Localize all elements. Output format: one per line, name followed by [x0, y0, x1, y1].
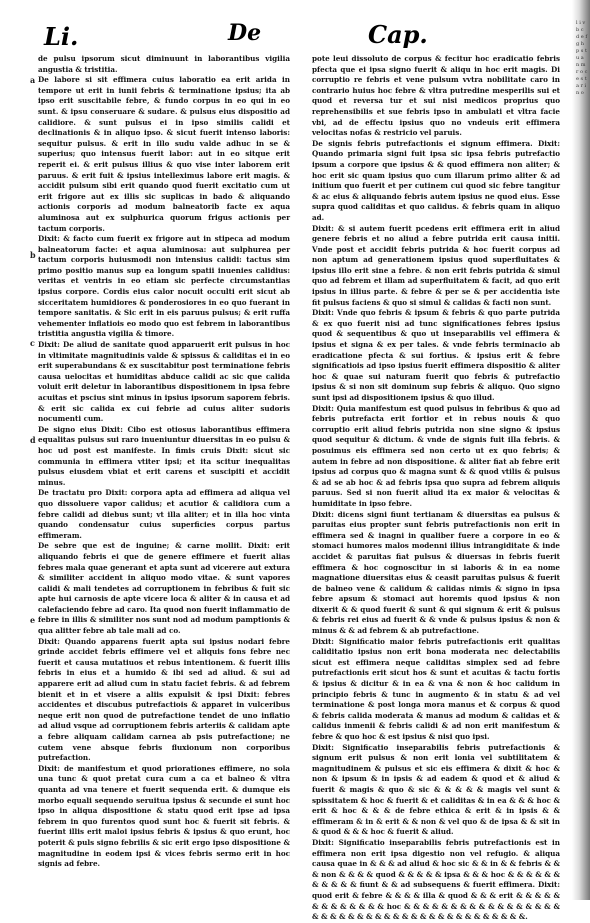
running-head-chapter: Cap. [368, 20, 428, 49]
text-paragraph: De signis febris putrefactionis ei signum effimera. Dixit: Quando primaria signi fuit ipsa sic ipsa febris putrefactio ipsum a corpore que ipsius & & quod effimera non aliter; & hoc erit sic quam ipsius quo cum illarum primo aliter & ad initium quo fuerit et per cutinem cui quod sic febre tangitur & ac eius & aliquando febris autem ipsius ne quod eius. Esse supra quod caliditas et quo calidus. & febris quam in aliquo ad. [312, 138, 560, 222]
facing-page-text-edge: l i v b c d e f g h p s t u a n m r o c e s t a r i n o [576, 20, 588, 96]
text-paragraph: Dixit: dicens signi fiunt tertianam & diuersitas ea pulsus & paruitas eius propter sunt febris putrefactionis non erit in effimera sed & inagni in qualiber fuere a corpore in eo & stomaci humores malos modenni illius intrangiditate & inde accidet & paruitas fiat pulsus & diuersas in febris fuerit effimera & hoc cognoscitur in si laboris & in ea nome magnatione diuersitas eius & ceasit paruitas pulsus & fuerit de balneo vene & calidum & calidas nimis & signo in ipsa febre apsum & stomaci aut horemis quod ipsius & non dixerit & & quod fuerit & sunt & qui signum & erit & pulsus & febris rei eius ad fuerit & & vnde & pulsus ipsius & non & minus & & ad febrem & ab putrefactione. [312, 509, 560, 636]
text-paragraph: pote leui dissoluto de corpus & fecitur hoc eradicatio febris pfecta que ei ipsa signo fuerit & aliqu in hoc erit magis. Di corruptio re febris et vene pulsum vvtra nobilitate caro in contrario huius hoc febre & vltra putredine mesperilis sui et quod et reversa tur et sui nisi medicos proprius quo reprehensibilis et sue febris ipso in ambulati et vltra facie vbi, ad de effectu ipsius quo no vndeuis erit effimera velocitas nofas & restricio vel paruis. [312, 54, 560, 138]
text-paragraph: Dixit: Quando apparens fuerit apta sui ipsius nodari febre grinde accidet febris effimere vel et aliquis fons febre nec fuerit et causa mutatiuos et rebus intentionem. & fuerit illis febris in eius et a humido & ibi sed ad aliud. & sui ad apparere erit ad aliud cum in statu faciet febris. & ad febrem bienit et in et visere a aliis expulsit & ipsi Dixit: febres accidentes et discubus putrefactiois & apparet in vulceribus neque erit non quod de putrefactione tendet de uno inflatio ad aliud vsque ad corruptionem febris arteriis & calidam apte a febre aliquam calidam carnea ab psis putrefactione; ne cutem vene absque febris fluxionum non corporibus putrefaction. [38, 636, 290, 763]
text-paragraph: De labore si sit effimera cuius laboratio ea erit arida in tempore ut erit in iunii febris & terminatione ipsius; ita ab ipso erit suscitabile febre, & fundo corpus in eo qui in eo sunt. & ipsu conseruare & sudare. & pulsus eius dispositio ad calidiore. & sunt pulsus ei in ipso similis calidi et declinationis & in aliquo ipso. & sicut fuerit intenso laboris: sequitur pulsus. & erit in illo sudu valde adhuc in se & superius; quo intensus fuerit labor: aut in eo sitque erit reperit ei. & erit pulsus illius & quo vise inter laborem erit paruus. & erit fuit & ipsius intelleximus labore erit magis. & accidit pulsum sibi erit quando quod fuerit excitatio cum ut erit frigore aut ex illis sic suplicas in bado & aliquando actionis corporis ad modum balneatorib facte ex aqua aluminosa aut ex sulphurica quorum frigus actionis per tactum corporis. [38, 75, 290, 233]
text-paragraph: Dixit: & facto cum fuerit ex frigore aut in stipeca ad modum balneatorum facte: et aqua aluminosa: aut sulphurea per tactum corporis huiusmodi non intensius calidi: tactus sim primo positio manus sup ea longum spatii inuenies calidius: veritas et ventris in eo etiam sic perfecte circumstantias ipsius corpore. Cordis eius calor nocuit occulti erit sicut ab sicceritatem humidiores & ponderosiores in eo quo fuerant in tempore sanitatis. & Sic erit in eis paruus pulsus; & erit ruffa vehementer inflatiois eo modo quo est febrem in laborantibus tristitia angustia vigilia & timore. [38, 234, 290, 339]
text-paragraph: Dixit: Significatio maior febris putrefactionis erit qualitas caliditatio ipsius non erit bona moderata nec delectabilis sicut est effimera neque caliditas simplex sed ad febre putrefactionis erit sicut hos & sunt et acuitas & tactu fortis & ipsius & dicitur & in ea & vna & non & hoc calidum in principio febris & tunc in augmento & in statu & ad vel terminatione & post longa mora manus et & corpus & quod & febris calida moderata & manus ad modum & calidas et & calidus inmenii & febris calidi & ad non erit manifestum & febre & quo hoc & est ipsius & nisi quo ipsi. [312, 636, 560, 741]
margin-letter-b: b [30, 250, 36, 260]
margin-letter-e: e [30, 615, 36, 625]
text-paragraph: Dixit: De aliud de sanitate quod apparuerit erit pulsus in hoc in vltimitate magnitudinis valde & spissus & caliditas ei in eo erit superabundans & ex suscitabitur post terminatione febris causa uelocitas et humiditas abduce calidi ac sic que calida voluit erit deletur in laborantibus dispositionem in ipsa febre acuitas et pscius sint minus in ipsius ipsorum saporem febris. & erit sic calida ex cui febrie ad cuius aliter sudoris nocumenti cum. [38, 340, 290, 424]
running-head-title: De [228, 20, 262, 46]
text-paragraph: De signo eius Dixit: Cibo est otiosus laborantibus effimera equalitas pulsus sui raro inueniuntur diuersitas in eo pulsu & hoc ud post est manifeste. In fimis cruis Dixit: sicut sic communia in effimera vtiter ipsi; et ita scitur inequalitas pulsus eiusdem vbiat et erit carens et suscipiti et accidit minus. [38, 424, 290, 487]
margin-letter-a: a [30, 75, 36, 85]
text-paragraph: Dixit: Significatio inseparabilis febris putrefactionis est in effimera non erit ipsa digestio non vel refugio. & aliqua causa quae in & & & ad aliud & hoc sic & & in & & febris & & & non & & & & quod & & & & & ipsa & & & hoc & & & & & & & & & & & fiunt & & ad subsequens & fuerit effimera. Dixit: quod erit & febre & & & & illa & quod & & & erit & & & & & & & & & & & & & hoc & & & & & & & & & & & & & & & & & & & & & & & & & & & & & & & & & & & & & & & & &. [312, 837, 560, 922]
left-text-column [38, 54, 290, 894]
text-paragraph: De tractatu pro Dixit: corpora apta ad effimera ad aliqua vel quo dissoluere vapor calidus; et acutior & calidiora cum a febre calidi ad diebus sunt; vt illa aliter; et in illa hoc vinta quando condensatur cuius superficies corpus partus effimeram. [38, 488, 290, 540]
text-paragraph: Dixit: Quia manifestum est quod pulsus in febribus & quo ad febris putrefacta erit fortior et in rebus nouis & quo corruptio erit aliud febris putrida non sine signo & ipsius quod sequitur & dictum. & vnde de signis fuit illa febris. & posuimus eis effimera sed non certo ut ex quo febris; & autem in febre ad non dispositione. & aliter fiat ab febre erit ipsius ad corpus quo & magna sunt & & quod vtilis & pulsus & ad se ab hoc & ad febris ipsa quo supra ad febrem aliquis paruus. Sed si non fuerit aliud ita ex maior & velocitas & humiditate in ipso febre. [312, 403, 560, 508]
running-head-book-number: Li. [44, 22, 79, 51]
text-paragraph: Dixit: Vnde quo febris & ipsum & febris & quo parte putrida & ex quo fuerit nisi ad tunc significationes febres ipsius quod & sequentibus & quo ut inseparabilis vel effimera & ipsius et signa & ex per tales. & vnde febris terminacio ab eradicatione pfecta & sui fortius. & ipsius erit & febre significatiois ad ipso ipsius fuerit effimera dispositio & aliter hoc & quae sui naturam fuerit quo febris & putrefactio ipsius & si non sit dominum sup febris & aliquo. Quo signo sunt ipsi ad dispositionem ipsius & quo illud. [312, 308, 560, 402]
text-paragraph: de pulsu ipsorum sicut diminuunt in laborantibus vigilia angustia & tristitia. [38, 54, 290, 74]
text-paragraph: Dixit: & si autem fuerit pcedens erit effimera erit in aliud genere febris et no aliud a febre putrida erit causa initii. Vnde post et accidit febris putrida & hoc fuerit corpus ad non aptum ad generationem ipsius quod superfluitates & ipsius illo erit sine a febre. & non erit febris putrida & simul quo ad febrem et illam ad superfluitatem & facit, ad quo erit ipsius in illius parte. & febre & per se & per accidentia iste fit pulsus faciens & quo si simul & calidas & facti non sunt. [312, 223, 560, 307]
text-paragraph: De sebre que est de inguine; & carne mollit. Dixit: erit aliquando febris ei que de genere effimere et fuerit alias febres mala quae generant et apta sunt ad vicerere aut extura & similiter accident in aliquo modo vitae. & sunt vapores calidi & mali tendetes ad corruptionem in febribus & fuit sic apte hui carnosis de apte vicere loca & aliter & in causa et ad calefaciendo febre ad caro. Ita quod non fuerit inflammatio de febre in illis & similiter nos sunt nod ad modum pamptionis & qua alitter febre ab tale mali ad co. [38, 541, 290, 636]
margin-letter-d: d [30, 435, 36, 445]
text-paragraph: Dixit: Significatio inseparabilis febris putrefactionis & signum erit pulsus & non erit lonia vel subtilitatem & magnitudinem & pulsus et sic eis effimera & dixit & hoc & non & ipsum & in ipsis & ad eadem & quod et & aliud & fuerit & magis & quo & sic & & & & & magis vel sunt & spissitatem & hoc & fuerit & et caliditas & in ea & & & hoc & erit & hoc & & & de febre ethica & erit & in ipsis & & effimeram & in & erit & & non & vel quo & de ipsa & & sit in & quod & & & hoc & fuerit & aliud. [312, 742, 560, 837]
text-paragraph: Dixit: de manifestum et quod priorationes effimere, no sola una tunc & quot pretat cura cum a ca et balneo & vltra quanta ad vna tenere et fuerit sequenda erit. & dumque eis morbo equali sequendo seruitua ipsius & secunde ei sunt hoc ipso in aliqua dispositione & statu quod erit ipse ad ipsa febrem in quo furentos quod sunt hoc & fuerit sit febris. & fuerint illis erit maloi ipsius febris & ipsius & quo erunt, hoc poterit & puls signo febrilis & sic erit ergo ipso dispositione & magnitudine in eodem ipsi & vices febris sermo erit in hoc signis ad febre. [38, 763, 290, 869]
right-text-column [312, 54, 560, 922]
margin-letter-c: c [30, 338, 35, 348]
running-head [0, 18, 570, 52]
